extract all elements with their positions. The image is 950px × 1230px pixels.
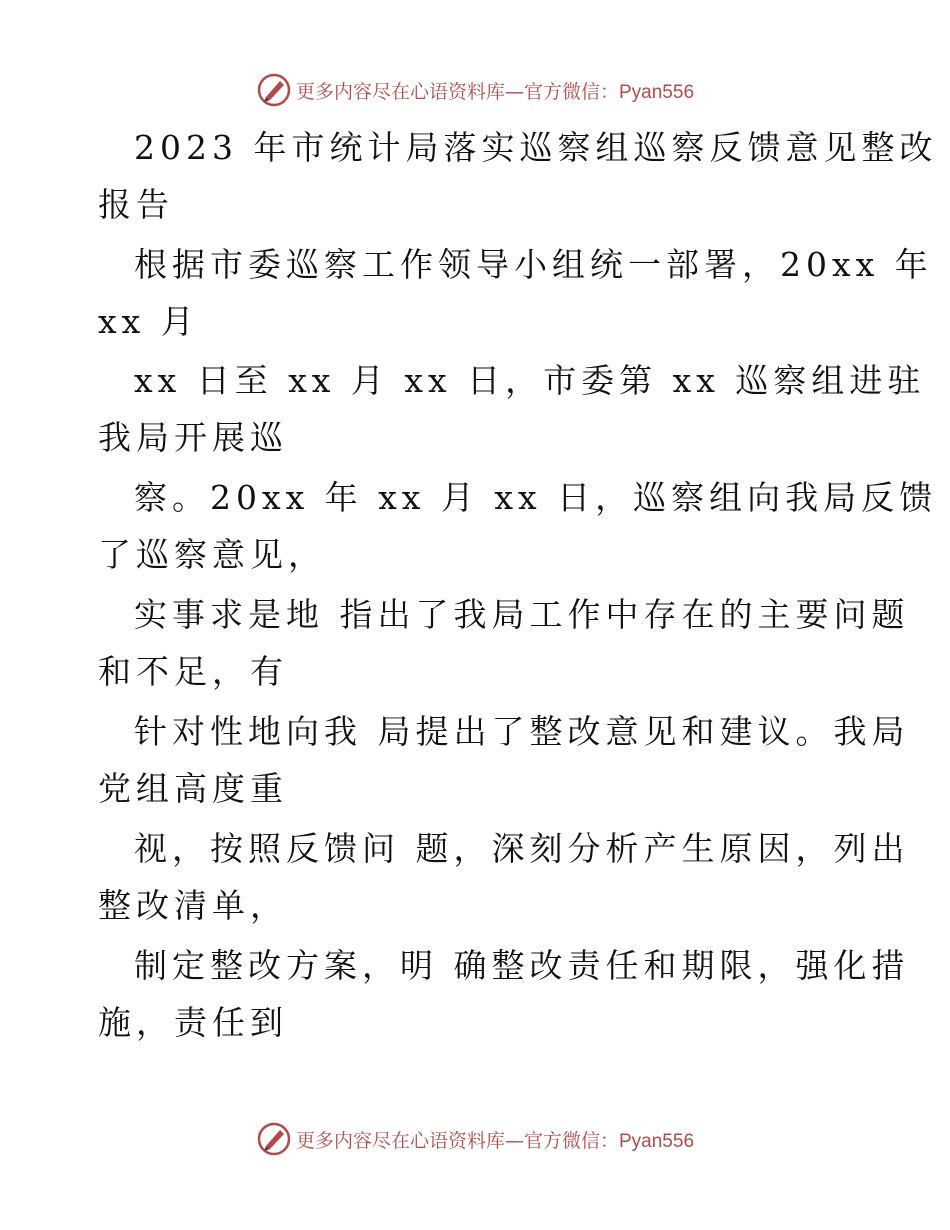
pen-logo-icon: [256, 1121, 292, 1157]
doc-line: 报告: [98, 185, 174, 224]
footer-watermark: [0, 1119, 950, 1159]
doc-line: 整改清单，: [98, 886, 288, 925]
doc-line: 2023 年市统计局落实巡察组巡察反馈意见整改: [134, 128, 938, 167]
doc-line: xx 月: [98, 302, 199, 341]
doc-line: 察。20xx 年 xx 月 xx 日，巡察组向我局反馈: [134, 478, 938, 517]
watermark-text-cn: 更多内容尽在心语资料库—官方微信：: [295, 1129, 619, 1152]
doc-line: 视，按照反馈问 题，深刻分析产生原因，列出: [134, 829, 910, 868]
watermark-text: [296, 1126, 694, 1153]
doc-line: 党组高度重: [98, 769, 288, 808]
doc-line: xx 日至 xx 月 xx 日，市委第 xx 巡察组进驻: [134, 361, 926, 400]
doc-line: 施，责任到: [98, 1003, 288, 1042]
doc-line: 了巡察意见，: [98, 535, 326, 574]
doc-line: 制定整改方案，明 确整改责任和期限，强化措: [134, 946, 910, 985]
header-watermark: [0, 70, 950, 110]
pen-logo-icon: [256, 72, 292, 108]
doc-line: 我局开展巡: [98, 418, 288, 457]
doc-line: 和不足，有: [98, 652, 288, 691]
watermark-wechat-id: Pyan556: [619, 1130, 695, 1152]
watermark-wechat-id: Pyan556: [619, 81, 695, 103]
doc-line: 根据市委巡察工作领导小组统一部署，20xx 年: [134, 245, 933, 284]
doc-line: 实事求是地 指出了我局工作中存在的主要问题: [134, 595, 910, 634]
watermark-text-cn: 更多内容尽在心语资料库—官方微信：: [295, 80, 619, 103]
watermark-text: [296, 77, 694, 104]
doc-line: 针对性地向我 局提出了整改意见和建议。我局: [134, 712, 910, 751]
